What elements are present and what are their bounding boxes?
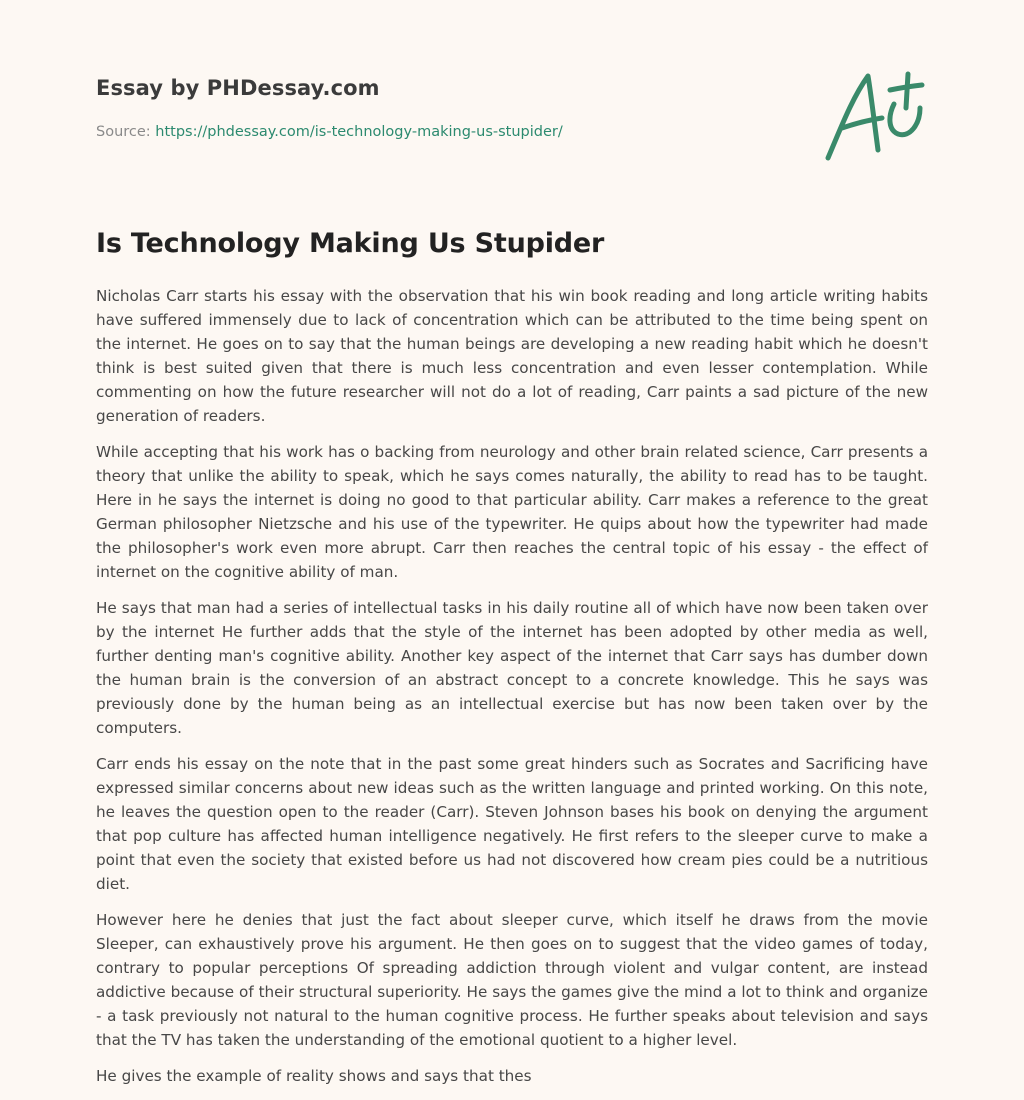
essay-paragraph: Nicholas Carr starts his essay with the observation that his win book reading and long article writing habits have suffered immensely due to lack of concentration which can be attributed to the time being spent on the internet. He goes on to say that the human beings are developing a new reading habit which he doesn't think is best suited given that there is much less concentration and even lesser contemplation. While commenting on how the future researcher will not do a lot of reading, Carr paints a sad picture of the new generation of readers.	[96, 287, 928, 425]
essay-paragraph: He gives the example of reality shows and says that thes	[96, 1067, 532, 1085]
essay-page	[96, 0, 928, 1085]
essay-paragraph: He says that man had a series of intellectual tasks in his daily routine all of which have now been taken over by the internet He further adds that the style of the internet has been adopted by other media as well, further denting man's cognitive ability. Another key aspect of the internet that Carr says has dumber down the human brain is the conversion of an abstract concept to a concrete knowledge. This he says was previously done by the human being as an intellectual exercise but has now been taken over by the computers.	[96, 599, 928, 737]
header	[96, 0, 928, 190]
essay-paragraph: Carr ends his essay on the note that in the past some great hinders such as Socrates and Sacrificing have expressed similar concerns about new ideas such as the written language and printed working. On this note, he leaves the question open to the reader (Carr). Steven Johnson bases his book on denying the argument that pop culture has affected human intelligence negatively. He first refers to the sleeper curve to make a point that even the society that existed before us had not discovered how cream pies could be a nutritious diet.	[96, 755, 928, 893]
site-brand: Essay by PHDessay.com	[96, 76, 380, 100]
essay-title: Is Technology Making Us Stupider	[96, 228, 605, 259]
essay-paragraph: While accepting that his work has o backing from neurology and other brain related science, Carr presents a theory that unlike the ability to speak, which he says comes naturally, the ability to read has to be taught. Here in he says the internet is doing no good to that particular ability. Carr makes a reference to the great German philosopher Nietzsche and his use of the typewriter. He quips about how the typewriter had made the philosopher's work even more abrupt. Carr then reaches the central topic of his essay - the effect of internet on the cognitive ability of man.	[96, 443, 928, 581]
source-label: Source:	[96, 124, 156, 140]
essay-paragraph: However here he denies that just the fact about sleeper curve, which itself he draws from the movie Sleeper, can exhaustively prove his argument. He then goes on to suggest that the video games of today, contrary to popular perceptions Of spreading addiction through violent and vulgar content, are instead addictive because of their structural superiority. He says the games give the mind a lot to think and organize - a task previously not natural to the human cognitive process. He further speaks about television and says that the TV has taken the understanding of the emotional quotient to a higher level.	[96, 911, 928, 1049]
source-link[interactable]: https://phdessay.com/is-technology-making-us-stupider/	[155, 124, 563, 140]
a-plus-logo-icon	[822, 68, 926, 164]
source-line	[96, 124, 563, 140]
essay-body	[96, 284, 928, 1100]
